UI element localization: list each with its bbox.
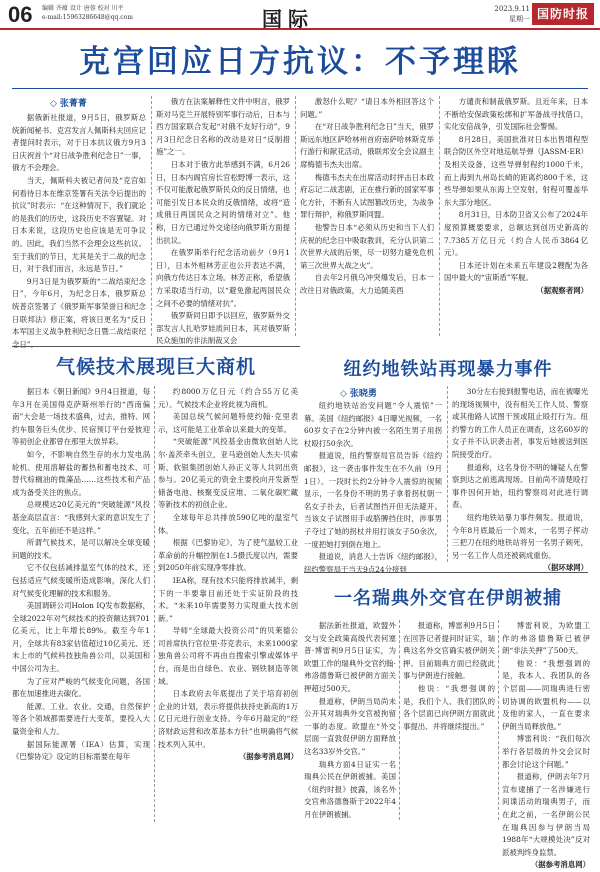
paragraph: 俄罗斯同日即予以回应，俄罗斯外交部发言人扎哈罗娃质问日本，其对俄罗斯民众施加的非法制裁又会	[156, 311, 290, 346]
divider	[304, 572, 588, 573]
staff-credits	[42, 4, 133, 22]
paragraph: 根据《巴黎协定》，为了使气温较工业革命前的升幅控制在1.5摄氏度以内，需要到2050年前实现净零排放。	[158, 538, 298, 573]
column-divider	[439, 96, 440, 336]
section-title: 国际	[262, 7, 314, 31]
nyc-story-col2	[452, 386, 588, 573]
paragraph: 他说：“我想强调的是，我们个人、我们团队的各个层面已向伊朗方面就此事提出、并将继续提出。”	[403, 683, 495, 731]
paragraph: 报道称，伊朗当局尚未公开其对瑞典外交官被拘留一事的态度。欧盟在“外交层面一直敦促伊朗方面释放这名33岁外交官。”	[304, 696, 396, 756]
paragraph: 日本政府去年底提出了关于培育初创企业的计划，表示将提供扶持史新高的1万亿日元进行创业支持。今年6月敲定的“经济财政运营和改革基本方针”也明确将气候技术列入其中。	[158, 689, 298, 749]
paragraph: 据日本《朝日新闻》9月4日报道，每年3月在美国得克萨斯州举行的“西南偏南”大会是一场技术盛典，过去，推特、网约车服务巨头优步、民宿预订平台爱彼迎等初创企业都曾在那里大放异彩。	[12, 387, 150, 447]
staff-email: e-mail:15963286648@qq.com	[42, 14, 133, 21]
paragraph: 报道说，纽约警察局官员告诉《纽约邮报》，这一袭击事件发生在不久前（9月1日）。一段时长约2分钟令人震惊的视频显示，一名身份不明的男子拿着拐杖朝一名女子扑去，后者试图挡开但无法避开。当该女子试图用手或胳膊挡住时，涉事男子夺过了她的拐杖并用打该女子50余次，一度把她打到倒在地上。	[304, 451, 442, 549]
paragraph: 据法新社报道，欧盟外交与安全政策高级代表何塞普·博雷利9月5日证实，为欧盟工作的瑞典外交官约翰·弗洛德鲁斯已被伊朗方面关押超过500天。	[304, 621, 396, 693]
page-header	[0, 0, 600, 30]
paragraph: 报道说，消息人士告诉《纽约邮报》，纽约警察局于当天9点24分接到	[304, 552, 442, 574]
paragraph: 激怒什么呢？“请日本外相回答这个问题。”	[300, 97, 434, 119]
source-credit: （据参考消息网）	[238, 752, 298, 762]
source-credit: （据参考消息网）	[530, 860, 590, 870]
byline-author: 张晓勇	[349, 389, 377, 399]
paragraph: 总规模达20亿美元的“突破能源”风投基金高层直言：“我感到大家的意识发生了变化，五年前还不是这样。”	[12, 500, 150, 535]
paragraph: 报道称，博雷利9月5日在回答记者提问时证实，瑞典这名外交官确实被伊朗关押。目前瑞典方面已经就此事与伊朗进行接触。	[403, 621, 495, 681]
paragraph: 9月3日是为俄罗斯的“二战结束纪念日”，今年6月，为纪念日本，俄罗斯总统普京签署了《俄罗斯军事荣誉日和纪念日联邦法》修正案，将该日更名为“反日本军国主义战争胜利纪念日暨二战结束纪念日”。	[12, 276, 146, 349]
paragraph: 日本还计划在未来五年建设2艘配为各国中最大的“宙斯盾”军舰。	[444, 260, 588, 283]
divider	[12, 346, 300, 347]
paragraph: 能源、工业、农业、交通，自然保护等各个领域都需要进行大变革，要投入大量资金和人力。	[12, 701, 150, 737]
paragraph: 自去年2月俄乌冲突爆发后，日本一改往日对俄政策，大力追随美西	[300, 273, 434, 295]
nyc-story-col1	[304, 400, 442, 574]
sweden-story-col1	[304, 620, 396, 826]
page-number: 06	[8, 2, 33, 27]
climate-story-col2	[158, 386, 298, 826]
staff-line: 编辑 齐蕴 设计 唐蓉 校对 川平	[42, 5, 124, 12]
byline	[340, 386, 377, 399]
paragraph: 俄方在法案解释性文件中明言，俄罗斯对马克兰开展特别军事行动后，日本与西方国家联合发起“对俄不友好行动”，9月3日纪念日名称的改动是对日“反制措施”之一。	[156, 97, 290, 157]
climate-story-col1	[12, 386, 150, 826]
paragraph: 纽约地铁站暴力事件频发。报道说，今年8月底最后一个周末，一名男子挥动三把刀在纽约地铁站将另一名男子刺死，另一名工作人员还被刺成重伤。	[452, 512, 588, 560]
paragraph: 8月31日，日本防卫省又公布了2024年度预算概要要求，总额达到创历史新高的7.7385万亿日元（约合人民币3864亿元）。	[444, 210, 588, 258]
paragraph: 美国调研公司Holon IQ发布数据称，全球2022年对气候技术的投资额达到701亿美元，比上年增长89%。截至今年1月，全球共有83家估值超过10亿美元、还未上市的气候科技独角兽公司，以美国和中国公司为主。	[12, 601, 150, 674]
main-story-col1	[12, 112, 146, 349]
column-divider	[154, 386, 155, 822]
issue-weekday: 星期一	[509, 15, 530, 23]
column-divider	[399, 620, 400, 820]
paragraph: 纽约地铁站治安问题“令人震惊”一幕。美国《纽约邮报》4日曝光视频，一名60岁女子在2分钟内被一名陌生男子用拐杖殴打50余次。	[304, 401, 442, 448]
source-credit: （据环球网）	[543, 563, 588, 573]
paragraph: 报道称，伊朗去年7月宣布逮捕了一名涉嫌进行间谍活动的瑞典男子，而在此之前，一名伊朗公民在瑞典因参与伊朗当局1988年“大规模处决”反对派被判终身监禁。	[502, 772, 590, 857]
paragraph: 据俄新社报道，9月5日，俄罗斯总统新闻秘书、克宫发言人佩斯科夫回应记者提问时表示，对于日本抗议俄方9月3日庆祝首个“对日战争胜利纪念日”一事，俄方不会理会。	[12, 113, 146, 173]
paragraph: IEA称，现有技术只能将排放减半，剩下的一半要靠目前还处于实证阶段的技术。“未来10年需要努力实现重大技术创新。”	[158, 575, 298, 623]
sweden-story-col3	[502, 620, 590, 870]
main-headline: 克宫回应日方抗议：不予理睬	[79, 44, 521, 80]
column-divider	[447, 386, 448, 562]
byline-author: 张菁菁	[59, 99, 87, 109]
sweden-story-col2	[403, 620, 495, 826]
diamond-icon: ◇	[340, 389, 347, 399]
issue-date: 2023.9.11	[494, 5, 530, 13]
paragraph: 在俄罗斯举行纪念活动前夕（9月1日），日本外相林芳正也公开表达不满，向俄方传达日本立场。林芳正称，希望俄方采取适当行动，以“避免激起两国民众之间不必要的情绪对抗”。	[156, 248, 290, 308]
sweden-headline: 一名瑞典外交官在伊朗被捕	[334, 588, 562, 609]
date-block	[460, 4, 530, 24]
paragraph: 约8000万亿日元（约合55万亿美元）。气候技术企业将此视为商机。	[158, 387, 298, 409]
paragraph: 他警告日本“必须从历史和当下人们庆祝的纪念日中吸取教训，充分认识第二次世界大战的后果，尽一切努力避免危机第三次世界大战之火”。	[300, 222, 434, 270]
column-divider	[151, 96, 152, 336]
paragraph: 全球每年总共排放590亿吨的温室气体。	[158, 512, 298, 535]
paragraph: 方谴责和制裁俄罗斯。且近年来，日本不断给安保政策松绑和扩军备战寻找借口，实化安倍战争，引发国际社会警惕。	[444, 97, 588, 132]
source-credit: （据观察者网）	[536, 285, 588, 295]
diamond-icon: ◇	[50, 99, 57, 109]
paragraph: 8月28日，美国批准对日本出售增程型联合防区外空对地巡航导弹（JASSM-ER）及相关设备，这些导弹射程约1000千米，而上海到九州岛长崎的距离约800千米，这些导弹如果从东海上空发射，射程可覆盖华东大部分地区。	[444, 134, 588, 207]
paragraph: 为了应对严峻的气候变化问题，各国都在加速推进去碳化。	[12, 676, 150, 699]
paragraph: 所谓气候技术，是可以解决全球变暖问题的技术。	[12, 538, 150, 560]
paragraph: 如今，不影响自然生存的水力发电涡轮机、使用溶解盐的蓄热和蓄电技术、可替代棕榈油的微藻品……这些技术和产品成为备受关注的焦点。	[12, 449, 150, 497]
paragraph: 在“对日战争胜利纪念日”当天，俄罗斯远东地区萨哈林州首府南萨哈林斯克举行游行和献花活动，俄联邦安全会议副主席梅德韦杰夫出席。	[300, 122, 434, 169]
climate-headline: 气候技术展现巨大商机	[55, 356, 256, 378]
column-divider	[295, 96, 296, 336]
paragraph: 博雷利说：“我们每次举行各层级的外交会议时都会讨论这个问题。”	[502, 734, 590, 769]
divider	[12, 88, 588, 89]
main-story-col3	[300, 96, 434, 342]
column-divider	[498, 620, 499, 820]
main-story-col4	[444, 96, 588, 342]
nyc-headline: 纽约地铁站再现暴力事件	[343, 359, 553, 380]
paragraph: 它不仅包括减排温室气体的技术，还包括适应气候变暖所造成影响，深化人们对气候变化理解的技术和服务。	[12, 563, 150, 598]
paragraph: “突破能源”风投基金由微软创始人比尔·盖茨牵头创立，亚马逊创始人杰夫·贝索斯、软银集团创始人孙正义等人共同出资参与。20亿美元的资金主要投向开发新型储备电池、核聚变反应堆、二氧化碳贮藏等新技术的初创企业。	[158, 437, 298, 510]
paragraph: 瑞典方面4日证实一名瑞典公民在伊朗被捕。美国《纽约时报》披露，该名外交官弗洛德鲁斯于2022年4月在伊朗被捕。	[304, 759, 396, 819]
paragraph: 报道称，这名身份不明的嫌疑人在警察到达之前逃离现场。目前尚不清楚殴打事件因何开始，纽约警察局对此进行调查。	[452, 462, 588, 510]
masthead-logo: 国防时报	[532, 3, 594, 25]
paragraph: 美国总统气候问题特使约翰·克里表示，这可能是工业革命以来最大的变革。	[158, 412, 298, 434]
paragraph: 导师“全球最大投资公司”的贝莱德公司首席执行官拉里·芬克表示，未来1000家独角兽公司将不再由自搜索引擎或媒体平台，而是出自绿色、农业、钢铁制造等领域。	[158, 626, 298, 686]
paragraph: 当天，佩斯科夫被记者问及“克宫如何看待日本在维京签署有关法令后提出的抗议”时表示：“在这种情况下，我们就论的是我们的历史，这段历史不容置疑。对日本来说，这段历史也应该是无可争议的。因此，我们当然不会理会这些抗议。至于我们的节日，尤其是关于二战的纪念日，对于我们而言，永远是节日。”	[12, 175, 146, 274]
byline	[50, 96, 87, 109]
paragraph: 据国际能源署（IEA）估算，实现《巴黎协定》设定的目标需要在每年	[12, 739, 150, 762]
paragraph: 博雷利说，为欧盟工作的弗洛德鲁斯已被伊朗“非法关押”了500天。	[502, 621, 590, 656]
main-story-col2	[156, 96, 290, 346]
paragraph: 日本对于俄方此举感到不满，6月26日，日本内阁官房长官松野博一表示，这不仅可能激起俄罗斯民众的反日情绪，也可能引发日本民众的反俄情绪，或将“造成俄日两国民众之间的情绪对立”。他称，日方已通过外交途径向俄罗斯方面提出抗议。	[156, 159, 290, 245]
paragraph: 梅德韦杰夫在出席活动时抨击日本政府忘记二战悲剧，正在推行新的国家军事化方针，不断有人试图篡改历史，为战争罪行辩护，称俄罗斯同盟。	[300, 172, 434, 220]
paragraph: 30分左右接到报警电话，而在被曝光的现场视频中，没有相关工作人员、警察或其他路人试图干预或阻止殴打行为。纽约警方的工作人员正在调查，这名60岁的女子并不认识袭击者，事发后她被送到医院接受治疗。	[452, 387, 588, 459]
paragraph: 他说：“我想强调的是，我本人、我团队的各个层面——同瑞典进行密切协调的欧盟机构——以及他的家人，一直在要求伊朗当局释放他。”	[502, 658, 590, 731]
